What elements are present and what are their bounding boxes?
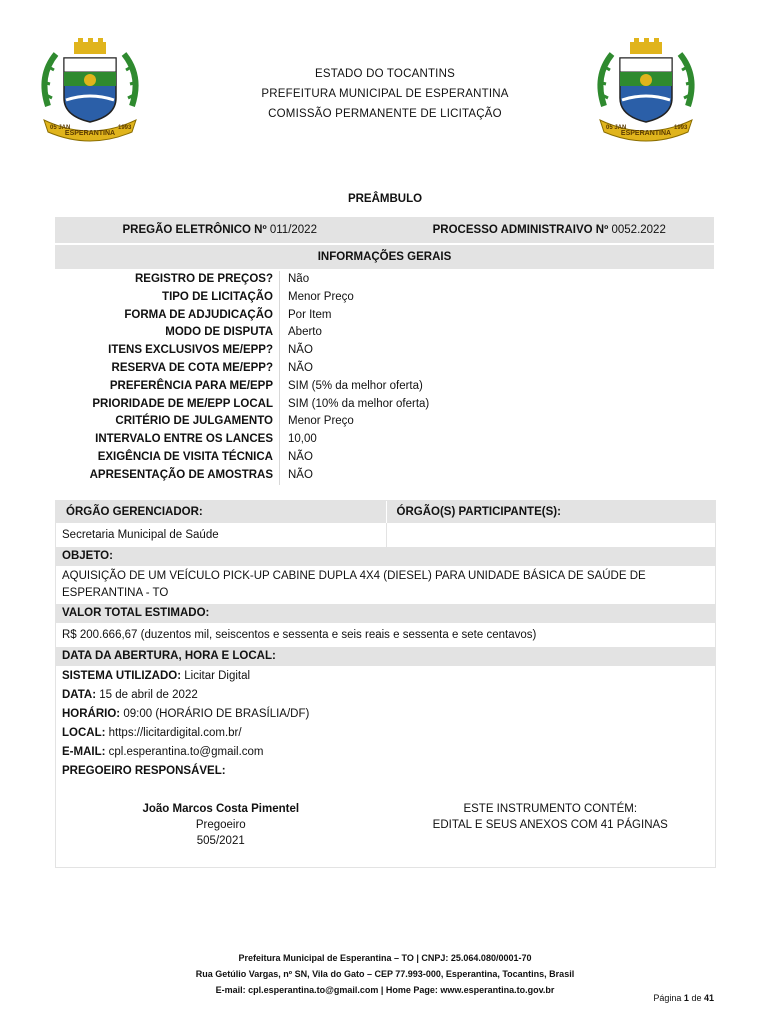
orgao-header-row (56, 501, 715, 523)
pregoeiro-number: 505/2021 (196, 835, 245, 847)
orgao-value-row (56, 523, 715, 547)
orgao-participante-value (386, 523, 716, 547)
info-value: Menor Preço (279, 289, 714, 307)
info-row (55, 289, 714, 307)
info-row (55, 413, 714, 431)
valor-label: VALOR TOTAL ESTIMADO: (56, 604, 715, 623)
sistema-line: SISTEMA UTILIZADO: Licitar Digital (62, 670, 251, 682)
info-row (55, 396, 714, 414)
page-number: Página 1 de 41 (653, 993, 714, 1003)
svg-text:ESPERANTINA: ESPERANTINA (620, 130, 672, 137)
info-label: TIPO DE LICITAÇÃO (162, 290, 273, 303)
header-prefecture: PREFEITURA MUNICIPAL DE ESPERANTINA (261, 88, 509, 100)
pregoeiro-label: PREGOEIRO RESPONSÁVEL: (62, 765, 226, 777)
municipal-coat-of-arms-left (34, 36, 146, 148)
abertura-details (56, 666, 715, 783)
info-label: EXIGÊNCIA DE VISITA TÉCNICA (97, 450, 273, 463)
orgao-participante-label: ÓRGÃO(S) PARTICIPANTE(S): (386, 501, 716, 523)
preamble-title: PREÂMBULO (347, 193, 423, 205)
info-label: REGISTRO DE PREÇOS? (134, 273, 273, 285)
info-value: 10,00 (279, 431, 714, 449)
info-label: CRITÉRIO DE JULGAMENTO (115, 415, 273, 428)
details-table (55, 500, 716, 868)
abertura-label: DATA DA ABERTURA, HORA E LOCAL: (56, 647, 715, 666)
pregoeiro-signature (56, 801, 386, 867)
svg-text:05 JAN: 05 JAN (606, 125, 627, 131)
info-value: Por Item (279, 307, 714, 325)
header-state: ESTADO DO TOCANTINS (315, 68, 455, 80)
orgao-gerenciador-label: ÓRGÃO GERENCIADOR: (66, 506, 203, 518)
orgao-gerenciador-value: Secretaria Municipal de Saúde (62, 529, 219, 541)
info-value: Não (279, 271, 714, 289)
info-value: NÃO (279, 342, 714, 360)
valor-text: R$ 200.666,67 (duzentos mil, seiscentos e sessenta e seis reais e sessenta e sete centavos) (62, 629, 537, 641)
svg-text:ESPERANTINA: ESPERANTINA (64, 130, 116, 137)
info-label: RESERVA DE COTA ME/EPP? (111, 361, 273, 374)
svg-text:1993: 1993 (118, 125, 132, 131)
info-label: PRIORIDADE DE ME/EPP LOCAL (92, 397, 273, 410)
general-info-table (55, 271, 714, 485)
local-line: LOCAL: https://licitardigital.com.br/ (62, 727, 242, 739)
svg-text:1993: 1993 (674, 125, 688, 131)
objeto-label: OBJETO: (56, 547, 715, 566)
signature-row (56, 783, 715, 867)
pregao-number: PREGÃO ELETRÔNICO Nº 011/2022 (122, 224, 317, 236)
info-value: NÃO (279, 467, 714, 485)
data-line: DATA: 15 de abril de 2022 (62, 689, 198, 701)
info-label: FORMA DE ADJUDICAÇÃO (124, 308, 273, 321)
info-label: INTERVALO ENTRE OS LANCES (95, 433, 273, 446)
info-row (55, 342, 714, 360)
info-row (55, 307, 714, 325)
info-value: SIM (10% da melhor oferta) (279, 396, 714, 414)
info-row (55, 431, 714, 449)
processo-number: PROCESSO ADMINISTRAIVO Nº 0052.2022 (432, 224, 666, 236)
document-header (190, 64, 580, 124)
email-line: E-MAIL: cpl.esperantina.to@gmail.com (62, 746, 264, 758)
info-row (55, 449, 714, 467)
footer-contact: E-mail: cpl.esperantina.to@gmail.com | Home Page: www.esperantina.to.gov.br (215, 985, 555, 995)
general-info-title: INFORMAÇÕES GERAIS (55, 245, 714, 269)
info-row (55, 271, 714, 289)
page-footer (0, 950, 770, 998)
info-label: APRESENTAÇÃO DE AMOSTRAS (89, 468, 273, 481)
horario-line: HORÁRIO: 09:00 (HORÁRIO DE BRASÍLIA/DF) (62, 708, 310, 720)
pregoeiro-name: João Marcos Costa Pimentel (142, 803, 300, 815)
info-row (55, 360, 714, 378)
instrument-note: ESTE INSTRUMENTO CONTÉM: EDITAL E SEUS ANEXOS COM 41 PÁGINAS (432, 803, 668, 831)
svg-text:05 JAN: 05 JAN (50, 125, 71, 131)
info-value: Aberto (279, 324, 714, 342)
footer-cnpj: Prefeitura Municipal de Esperantina – TO | CNPJ: 25.064.080/0001-70 (238, 953, 532, 963)
info-row (55, 378, 714, 396)
objeto-text: AQUISIÇÃO DE UM VEÍCULO PICK-UP CABINE DUPLA 4X4 (DIESEL) PARA UNIDADE BÁSICA DE SAÚDE DE ESPERANTINA - TO (62, 570, 646, 599)
info-value: SIM (5% da melhor oferta) (279, 378, 714, 396)
municipal-coat-of-arms-right (590, 36, 702, 148)
info-value: NÃO (279, 449, 714, 467)
info-value: Menor Preço (279, 413, 714, 431)
process-id-bar (55, 217, 714, 243)
info-label: ITENS EXCLUSIVOS ME/EPP? (108, 344, 273, 357)
info-label: MODO DE DISPUTA (165, 326, 273, 339)
footer-address: Rua Getúlio Vargas, nº SN, Vila do Gato – CEP 77.993-000, Esperantina, Tocantins, Brasil (195, 969, 575, 979)
info-row (55, 467, 714, 485)
info-value: NÃO (279, 360, 714, 378)
pregoeiro-role: Pregoeiro (195, 819, 246, 831)
info-label: PREFERÊNCIA PARA ME/EPP (109, 379, 273, 392)
info-row (55, 324, 714, 342)
header-commission: COMISSÃO PERMANENTE DE LICITAÇÃO (268, 108, 502, 120)
